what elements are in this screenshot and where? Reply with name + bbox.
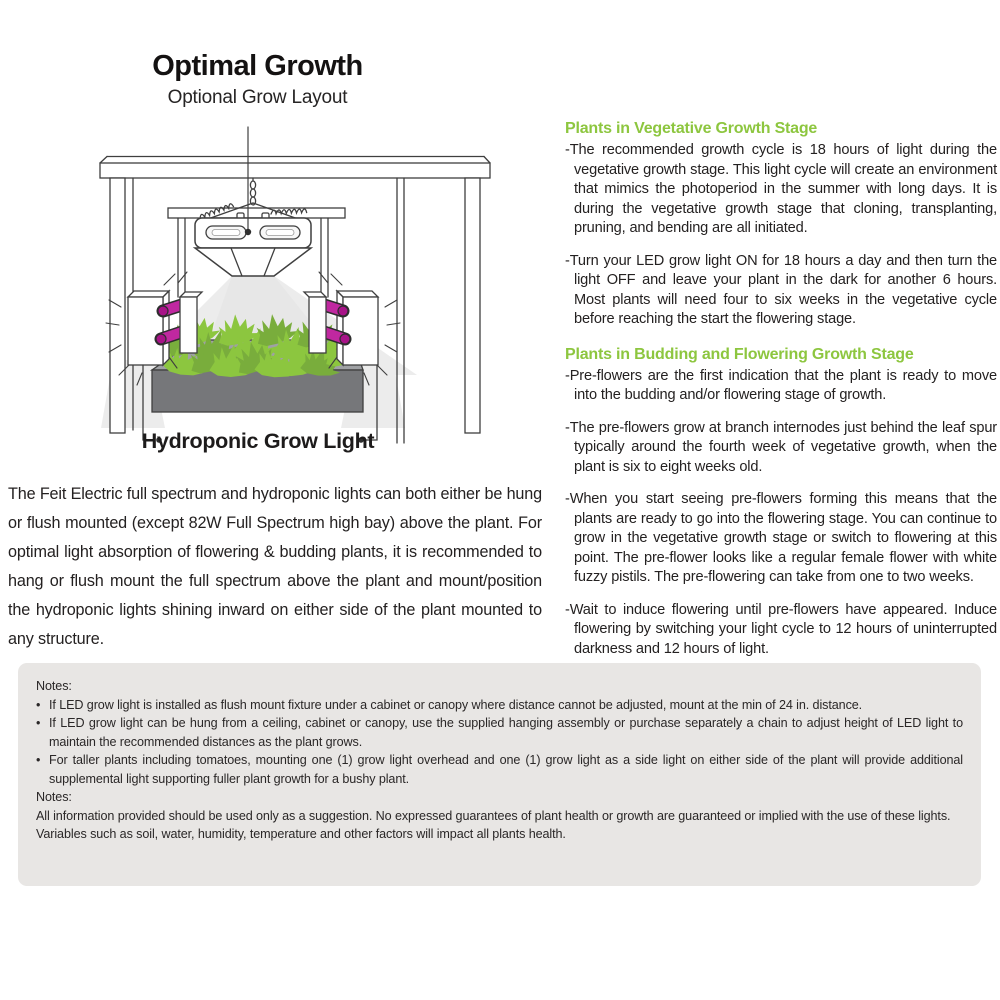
notes-bullet-list bbox=[36, 696, 963, 789]
bullet-marker: • bbox=[36, 716, 41, 730]
grow-layout-illustration bbox=[85, 125, 515, 465]
notes-heading: Notes: bbox=[36, 679, 72, 693]
flowering-paragraph-1: -Pre-flowers are the first indication that the plant is ready to move into the budding and/or flowering stage of growth. bbox=[565, 367, 997, 403]
note-item bbox=[36, 714, 963, 751]
note-text: For taller plants including tomatoes, mounting one (1) grow light overhead and one (1) grow light as a side light on either side of the plant will provide additional supplemental light supporting fuller plant growth for a bushy plant. bbox=[49, 753, 963, 786]
flowering-paragraph-3: -When you start seeing pre-flowers forming this means that the plants are ready to go into the flowering stage. You can continue to grow in the vegetative growth stage or switch to flowering at this point. The pre-flower looks like a regular female flower with white fuzzy pistils. The pre-flowering can take from one to two weeks. bbox=[565, 491, 997, 585]
disclaimer-heading: Notes: bbox=[36, 790, 72, 804]
page-title: Optimal Growth bbox=[152, 50, 363, 82]
hydroponic-grow-light-label: Hydroponic Grow Light bbox=[141, 429, 375, 453]
disclaimer-line-2: Variables such as soil, water, humidity, temperature and other factors will impact all plants health. bbox=[36, 827, 566, 841]
note-text: If LED grow light is installed as flush mount fixture under a cabinet or canopy where distance cannot be adjusted, mount at the min of 24 in. distance. bbox=[49, 697, 863, 712]
growth-stage-info-column bbox=[565, 120, 997, 672]
intro-paragraph: The Feit Electric full spectrum and hydroponic lights can both either be hung or flush mounted (except 82W Full Spectrum high bay) above the plant. For optimal light absorption of flowering & budding plants, it is recommended to hang or flush mount the full spectrum above the plant and mount/position the hydroponic lights shining inward on either side of the plant mounted to any structure. bbox=[8, 485, 542, 649]
note-text: If LED grow light can be hung from a ceiling, cabinet or canopy, use the supplied hanging assembly or purchase separately a chain to adjust height of LED light to maintain the recommended distances as the plant grows. bbox=[49, 716, 963, 749]
vegetative-paragraph-2: -Turn your LED grow light ON for 18 hours a day and then turn the light OFF and leave your plant in the dark for another 6 hours. Most plants will need four to six weeks in the vegetative cycle before reaching the start the flowering stage. bbox=[565, 252, 997, 327]
vegetative-stage-heading: Plants in Vegetative Growth Stage bbox=[565, 120, 818, 137]
diagram-title-block bbox=[85, 50, 430, 109]
flowering-stage-heading: Plants in Budding and Flowering Growth Stage bbox=[565, 345, 914, 363]
note-item bbox=[36, 751, 963, 788]
bullet-marker: • bbox=[36, 697, 41, 712]
disclaimer-line-1: All information provided should be used only as a suggestion. No expressed guarantees of plant health or growth are guaranteed or implied with the use of these lights. bbox=[36, 808, 951, 823]
note-item bbox=[36, 696, 963, 715]
vegetative-paragraph-1: -The recommended growth cycle is 18 hours of light during the vegetative growth stage. This light cycle will create an environment that mimics the photoperiod in the summer with long days. It is during the vegetative growth stage that cloning, transplanting, pruning, and bending are all initiated. bbox=[565, 142, 997, 236]
flowering-paragraph-2: -The pre-flowers grow at branch internodes just behind the leaf spur typically around the fourth week of vegetative growth, when the plant is six to eight weeks old. bbox=[565, 419, 997, 475]
notes-box bbox=[18, 663, 981, 886]
flowering-paragraph-4: -Wait to induce flowering until pre-flowers have appeared. Induce flowering by switching your light cycle to 12 hours of uninterrupted darkness and 12 hours of light. bbox=[565, 601, 997, 657]
bullet-marker: • bbox=[36, 753, 41, 767]
page-subtitle: Optional Grow Layout bbox=[167, 87, 348, 108]
